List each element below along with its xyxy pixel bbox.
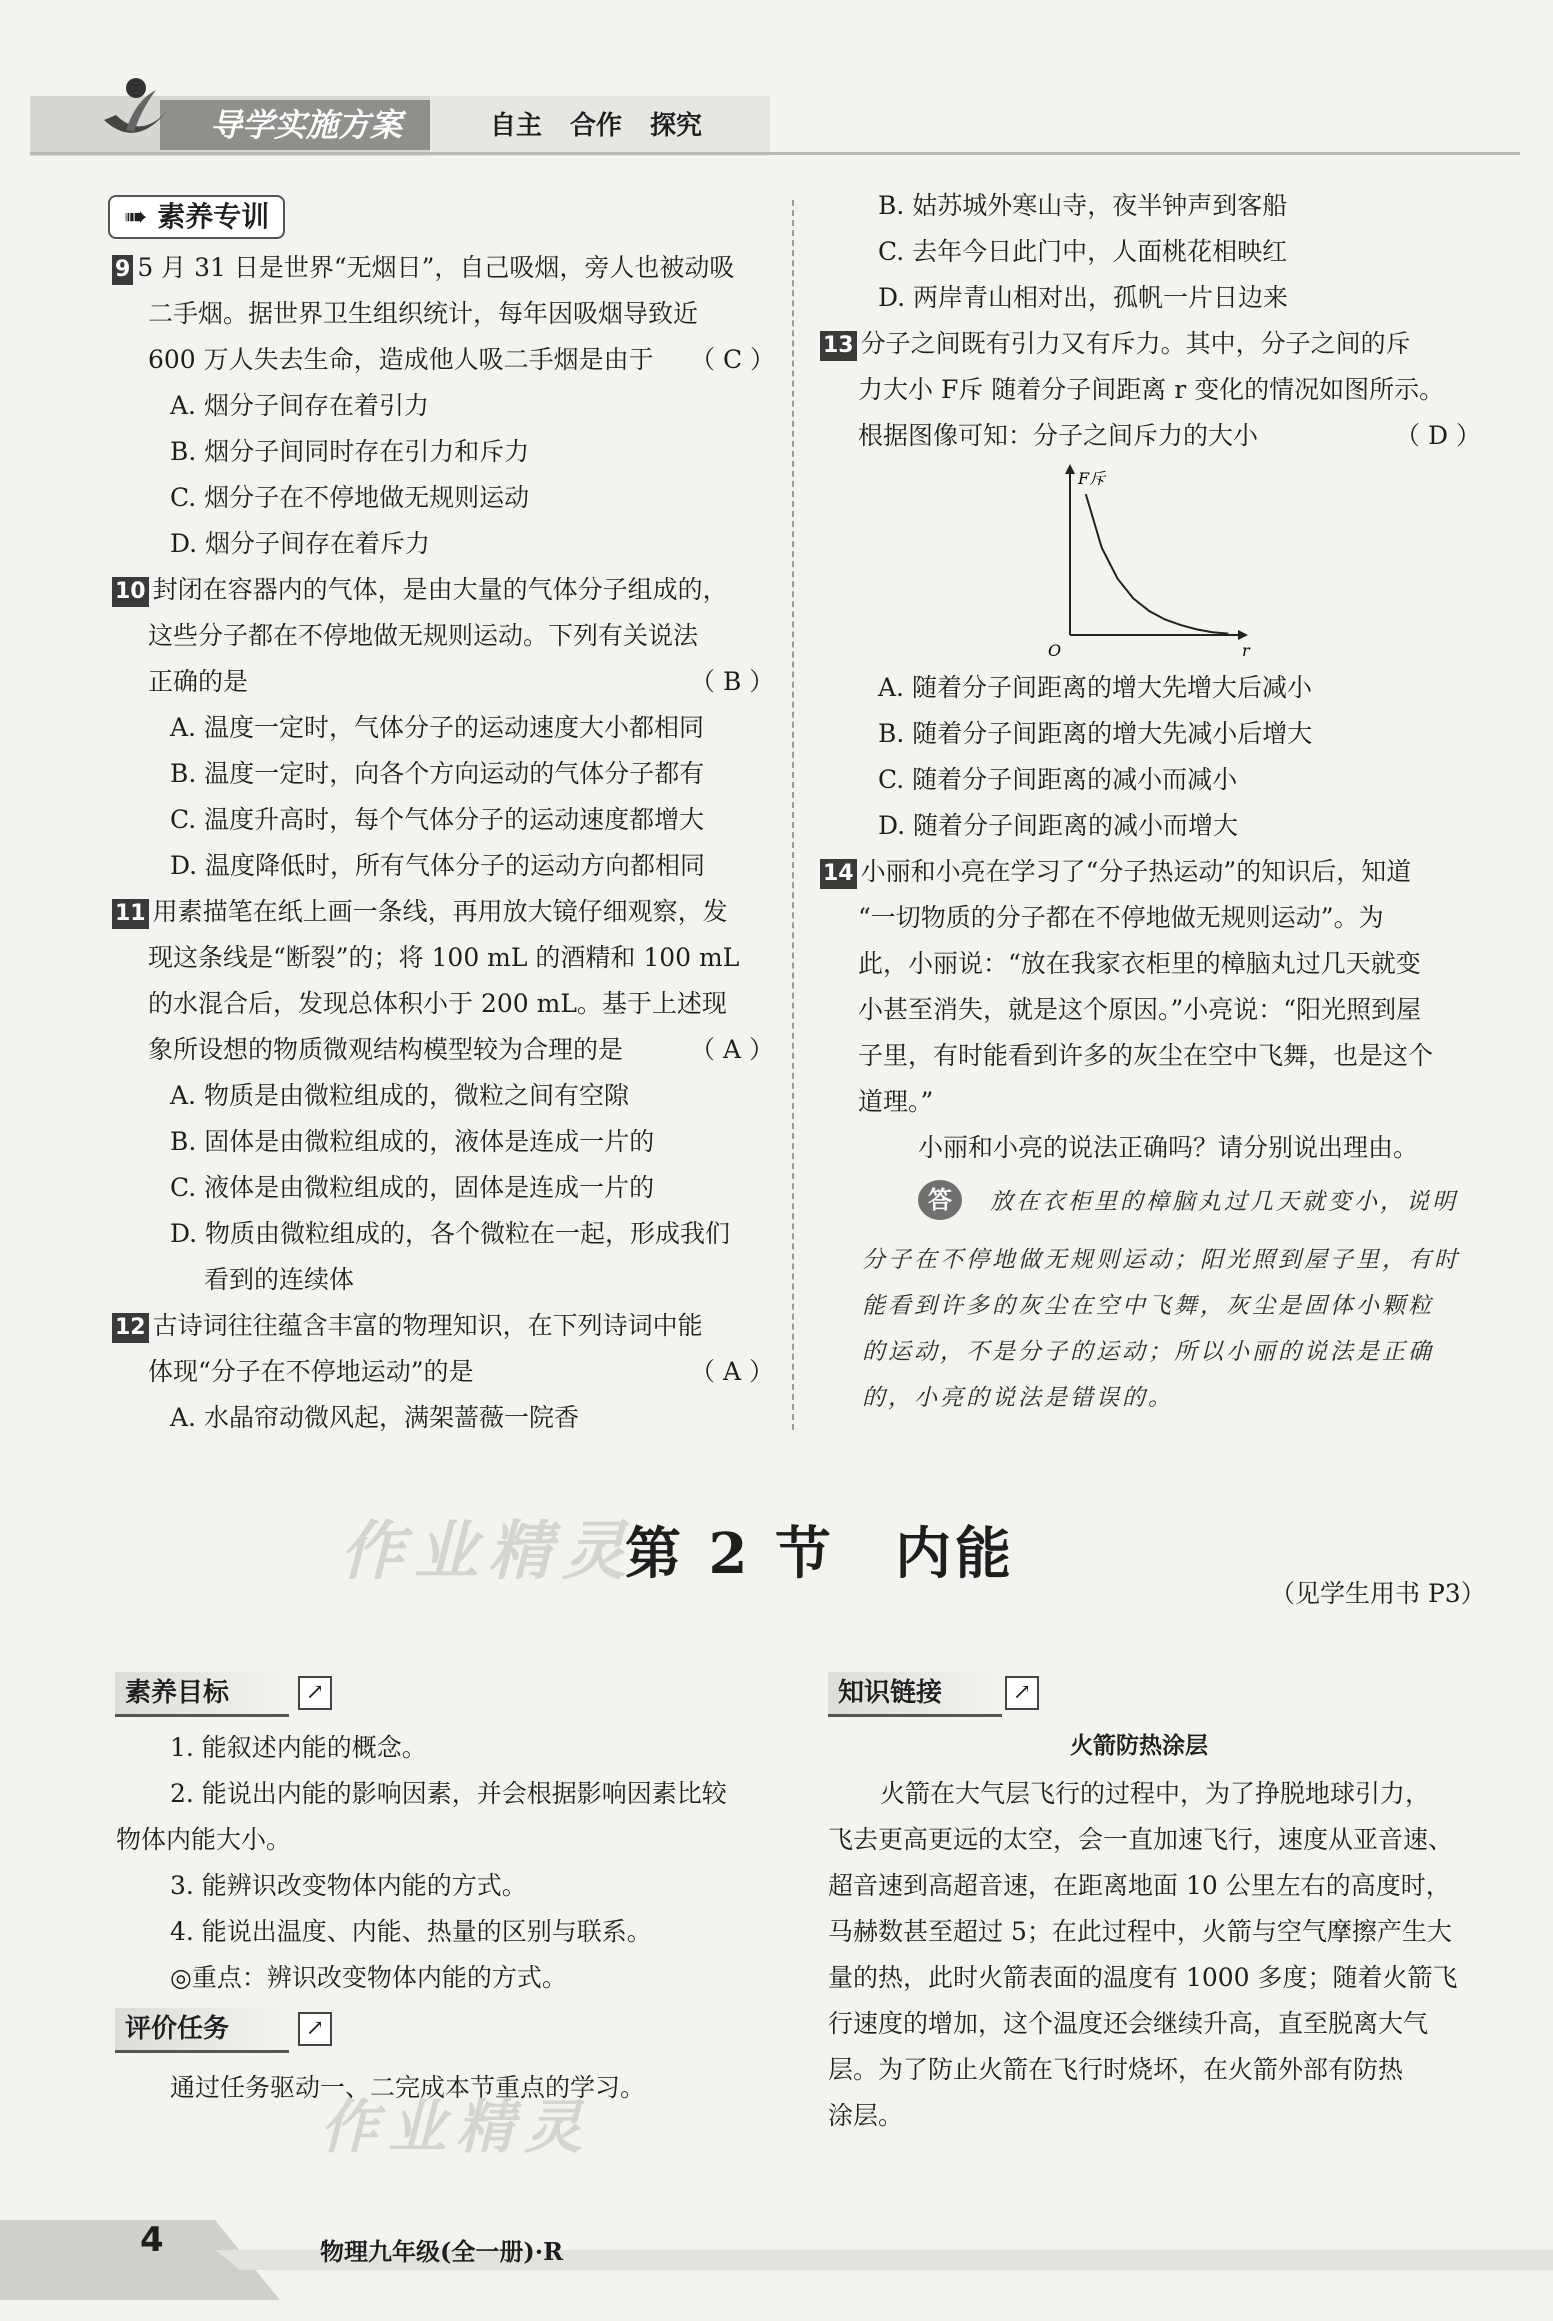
knowledge-badge: 知识链接 — [828, 1672, 1002, 1717]
option: C. 烟分子在不停地做无规则运动 — [170, 483, 530, 512]
answer-choice: （ A ） — [690, 1357, 774, 1386]
knowledge-line: 火箭在大气层飞行的过程中，为了挣脱地球引力， — [880, 1779, 1431, 1808]
knowledge-title: 火箭防热涂层 — [1070, 1733, 1208, 1759]
answer-choice: （ C ） — [690, 345, 776, 374]
question-line: 这些分子都在不停地做无规则运动。下列有关说法 — [148, 621, 699, 650]
link-arrow-icon: ↗ — [298, 1676, 332, 1710]
question-line: 9 5 月 31 日是世界“无烟日”，自己吸烟，旁人也被动吸 — [112, 250, 734, 286]
question-line: 力大小 F斥 随着分子间距离 r 变化的情况如图所示。 — [858, 375, 1445, 404]
option-continued: 看到的连续体 — [204, 1265, 355, 1294]
question-line: 子里，有时能看到许多的灰尘在空中飞舞，也是这个 — [858, 1041, 1434, 1070]
question-line: 14 小丽和小亮在学习了“分子热运动”的知识后，知道 — [820, 854, 1411, 890]
option: B. 固体是由微粒组成的，液体是连成一片的 — [170, 1127, 655, 1156]
option: C. 温度升高时，每个气体分子的运动速度都增大 — [170, 805, 705, 834]
handwritten-answer: 放在衣柜里的樟脑丸过几天就变小，说明 — [990, 1189, 1458, 1215]
goal-item: 4. 能说出温度、内能、热量的区别与联系。 — [170, 1917, 652, 1946]
tasks-badge: 评价任务 — [115, 2008, 289, 2053]
origin-label: O — [1048, 641, 1062, 660]
question-prompt: 小丽和小亮的说法正确吗？请分别说出理由。 — [918, 1133, 1419, 1162]
header-tab-cooperate: 合作 — [570, 111, 623, 141]
question-line: 体现“分子在不停地运动”的是 — [148, 1357, 474, 1386]
watermark: 作业精灵 — [340, 1514, 636, 1589]
question-number: 11 — [112, 899, 149, 929]
knowledge-line: 行速度的增加，这个温度还会继续升高，直至脱离大气 — [828, 2009, 1429, 2038]
question-line: 现这条线是“断裂”的；将 100 mL 的酒精和 100 mL — [148, 943, 740, 972]
question-line: 根据图像可知：分子之间斥力的大小 — [858, 421, 1259, 450]
header-divider — [30, 152, 1520, 155]
option: D. 烟分子间存在着斥力 — [170, 529, 431, 558]
option: B. 随着分子间距离的增大先减小后增大 — [878, 719, 1313, 748]
task-text: 通过任务驱动一、二完成本节重点的学习。 — [170, 2073, 646, 2102]
watermark: 作业精灵 — [320, 2093, 593, 2161]
question-line: 的水混合后，发现总体积小于 200 mL。基于上述现 — [148, 989, 727, 1018]
student-book-reference: （见学生用书 P3） — [1270, 1579, 1486, 1608]
option: D. 温度降低时，所有气体分子的运动方向都相同 — [170, 851, 706, 880]
answer-choice: （ D ） — [1395, 421, 1481, 450]
knowledge-line: 飞去更高更远的太空，会一直加速飞行，速度从亚音速、 — [828, 1825, 1454, 1854]
option: B. 姑苏城外寒山寺，夜半钟声到客船 — [878, 191, 1288, 220]
y-axis-arrow-icon — [1065, 464, 1075, 474]
knowledge-line: 超音速到高超音速，在距离地面 10 公里左右的高度时， — [828, 1871, 1451, 1900]
option: D. 物质由微粒组成的，各个微粒在一起，形成我们 — [170, 1219, 731, 1248]
question-number: 10 — [112, 577, 149, 607]
question-line: 象所设想的物质微观结构模型较为合理的是 — [148, 1035, 624, 1064]
knowledge-line: 马赫数甚至超过 5；在此过程中，火箭与空气摩擦产生大 — [828, 1917, 1452, 1946]
answer-badge: 答 — [918, 1180, 962, 1220]
question-line: 11 用素描笔在纸上画一条线，再用放大镜仔细观察，发 — [112, 894, 728, 930]
book-title: 物理九年级(全一册)·R — [320, 2237, 564, 2266]
question-line: 正确的是 — [148, 667, 249, 696]
question-line: 此，小丽说：“放在我家衣柜里的樟脑丸过几天就变 — [858, 949, 1421, 978]
question-line: 12 古诗词往往蕴含丰富的物理知识，在下列诗词中能 — [112, 1308, 703, 1344]
option: C. 去年今日此门中，人面桃花相映红 — [878, 237, 1288, 266]
question-line: “一切物质的分子都在不停地做无规则运动”。为 — [858, 903, 1384, 932]
option: A. 烟分子间存在着引力 — [170, 391, 429, 420]
logo-icon — [96, 70, 176, 150]
option: D. 随着分子间距离的减小而增大 — [878, 811, 1239, 840]
arrow-icon: ➠ — [124, 200, 158, 233]
question-number: 9 — [112, 255, 133, 285]
series-line — [1086, 494, 1229, 633]
option: D. 两岸青山相对出，孤帆一片日边来 — [878, 283, 1289, 312]
question-line: 道理。” — [858, 1087, 934, 1116]
option: C. 随着分子间距离的减小而减小 — [878, 765, 1238, 794]
knowledge-line: 量的热，此时火箭表面的温度有 1000 多度；随着火箭飞 — [828, 1963, 1458, 1992]
option: B. 温度一定时，向各个方向运动的气体分子都有 — [170, 759, 705, 788]
goal-item: 物体内能大小。 — [116, 1825, 292, 1854]
option: A. 随着分子间距离的增大先增大后减小 — [878, 673, 1312, 702]
answer-choice: （ B ） — [690, 667, 775, 696]
header-title: 导学实施方案 — [160, 100, 480, 150]
question-number: 14 — [820, 859, 857, 889]
x-axis-label: r — [1242, 641, 1250, 660]
header-tabs — [430, 96, 770, 156]
section-badge-training: ➠ 素养专训 — [108, 195, 285, 239]
question-line: 10 封闭在容器内的气体，是由大量的气体分子组成的， — [112, 572, 728, 608]
question-line: 小甚至消失，就是这个原因。”小亮说：“阳光照到屋 — [858, 995, 1422, 1024]
question-line: 二手烟。据世界卫生组织统计，每年因吸烟导致近 — [148, 299, 699, 328]
handwritten-answer: 的，小亮的说法是错误的。 — [862, 1385, 1174, 1411]
question-line: 600 万人失去生命，造成他人吸二手烟是由于 — [148, 345, 654, 374]
question-line: 13 分子之间既有引力又有斥力。其中，分子之间的斥 — [820, 326, 1411, 362]
question-number: 12 — [112, 1313, 149, 1343]
x-axis-arrow-icon — [1238, 630, 1248, 640]
knowledge-line: 层。为了防止火箭在飞行时烧坏，在火箭外部有防热 — [828, 2055, 1404, 2084]
question-number: 13 — [820, 331, 857, 361]
option: B. 烟分子间同时存在引力和斥力 — [170, 437, 530, 466]
handwritten-answer: 分子在不停地做无规则运动；阳光照到屋子里，有时 — [862, 1247, 1460, 1273]
column-divider — [792, 200, 794, 1430]
goal-key-point: ◎重点：辨识改变物体内能的方式。 — [170, 1963, 567, 1992]
header-tab-self: 自主 — [490, 111, 543, 141]
knowledge-line: 涂层。 — [828, 2101, 904, 2130]
goals-badge: 素养目标 — [115, 1672, 289, 1717]
option: A. 温度一定时，气体分子的运动速度大小都相同 — [170, 713, 704, 742]
link-arrow-icon: ↗ — [298, 2012, 332, 2046]
handwritten-answer: 的运动，不是分子的运动；所以小丽的说法是正确 — [862, 1339, 1434, 1365]
handwritten-answer: 能看到许多的灰尘在空中飞舞，灰尘是固体小颗粒 — [862, 1293, 1434, 1319]
y-axis-label: F斥 — [1078, 469, 1106, 488]
page-number: 4 — [140, 2220, 164, 2260]
link-arrow-icon: ↗ — [1005, 1676, 1039, 1710]
goal-item: 3. 能辨识改变物体内能的方式。 — [170, 1871, 527, 1900]
goal-item: 1. 能叙述内能的概念。 — [170, 1733, 427, 1762]
answer-choice: （ A ） — [690, 1035, 774, 1064]
goal-item: 2. 能说出内能的影响因素，并会根据影响因素比较 — [170, 1779, 727, 1808]
option: C. 液体是由微粒组成的，固体是连成一片的 — [170, 1173, 655, 1202]
option: A. 水晶帘动微风起，满架蔷薇一院香 — [170, 1403, 579, 1432]
repulsion-force-chart — [1030, 460, 1270, 660]
section-title: 第 2 节 内能 — [625, 1521, 1015, 1587]
option: A. 物质是由微粒组成的，微粒之间有空隙 — [170, 1081, 629, 1110]
header-tab-explore: 探究 — [650, 111, 703, 141]
footer-band — [0, 2200, 1553, 2300]
